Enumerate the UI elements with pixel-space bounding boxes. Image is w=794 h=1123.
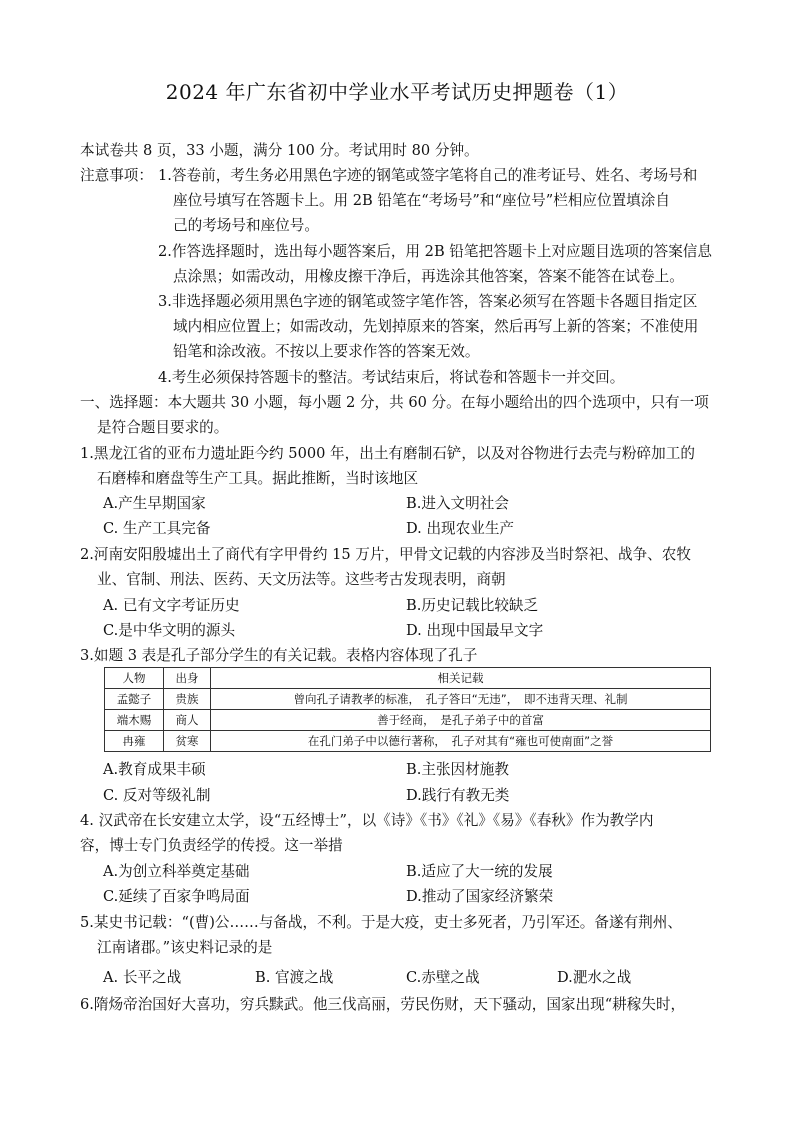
- question-2-option-a: A. 已有文字考证历史: [103, 597, 240, 614]
- question-2-option-c: C.是中华文明的源头: [103, 622, 236, 639]
- question-4-option-a: A.为创立科举奠定基础: [103, 863, 250, 880]
- question-4-option-d: D.推动了国家经济繁荣: [406, 888, 554, 905]
- table-row: [105, 731, 711, 752]
- notice-line: 点涂黑；如需改动，用橡皮擦干净后，再选涂其他答案，答案不能答在试卷上。: [173, 268, 684, 285]
- notice-label: 注意事项：: [80, 167, 153, 184]
- notice-line: 域内相应位置上；如需改动，先划掉原来的答案，然后再写上新的答案；不准使用: [173, 318, 699, 335]
- question-3-option-b: B.主张因材施教: [406, 761, 509, 778]
- table-cell: 冉雍: [105, 731, 164, 752]
- notice-line: 铅笔和涂改液。不按以上要求作答的答案无效。: [173, 343, 480, 360]
- question-1-option-d: D. 出现农业生产: [406, 520, 515, 537]
- table-cell: 端木赐: [105, 710, 164, 731]
- question-4-stem: 4. 汉武帝在长安建立太学，设“五经博士”，以《诗》《书》《礼》《易》《春秋》作为教学内: [80, 812, 654, 829]
- notice-line: 4.考生必须保持答题卡的整洁。考试结束后，将试卷和答题卡一并交回。: [158, 369, 625, 386]
- notice-line: 2.作答选择题时，选出每小题答案后，用 2B 铅笔把答题卡上对应题目选项的答案信息: [158, 243, 712, 260]
- question-5-option-a: A. 长平之战: [103, 969, 182, 986]
- notice-line: 3.非选择题必须用黑色字迹的钢笔或签字笔作答，答案必须写在答题卡各题目指定区: [158, 293, 698, 310]
- question-2-stem: 业、官制、刑法、医药、天文历法等。这些考古发现表明，商朝: [97, 571, 506, 588]
- table-header-row: [105, 668, 711, 689]
- table-header-cell: 人物: [105, 668, 164, 689]
- question-4-option-b: B.适应了大一统的发展: [406, 863, 553, 880]
- question-4-option-c: C.延续了百家争鸣局面: [103, 888, 250, 905]
- table-row: [105, 710, 711, 731]
- table-cell: 善于经商， 是孔子弟子中的首富: [211, 710, 711, 731]
- table-cell: 贵族: [164, 689, 211, 710]
- table-cell: 商人: [164, 710, 211, 731]
- table-row: [105, 689, 711, 710]
- question-6-stem: 6.隋炀帝治国好大喜功，穷兵黩武。他三伐高丽，劳民伤财，天下骚动，国家出现“耕稼失时，: [80, 996, 686, 1013]
- question-2-option-d: D. 出现中国最早文字: [406, 622, 544, 639]
- question-2-stem: 2.河南安阳殷墟出土了商代有字甲骨约 15 万片，甲骨文记载的内容涉及当时祭祀、战争、农牧: [80, 546, 691, 563]
- question-3-table: [104, 667, 711, 752]
- question-5-option-c: C.赤壁之战: [406, 969, 480, 986]
- question-5-option-b: B. 官渡之战: [255, 969, 334, 986]
- section-heading: 一、选择题：本大题共 30 小题，每小题 2 分，共 60 分。在每小题给出的四个选项中，只有一项: [80, 394, 709, 411]
- notice-line: 己的考场号和座位号。: [173, 217, 319, 234]
- question-5-stem: 5.某史书记载：“(曹)公……与备战，不利。于是大疫，吏士多死者，乃引军还。备遂有荆州、: [80, 914, 682, 931]
- question-5-option-d: D.淝水之战: [557, 969, 632, 986]
- table-cell: 在孔门弟子中以德行著称， 孔子对其有“雍也可使南面”之誉: [211, 731, 711, 752]
- question-3-option-a: A.教育成果丰硕: [103, 761, 206, 778]
- notice-line: 座位号填写在答题卡上。用 2B 铅笔在“考场号”和“座位号”栏相应位置填涂自: [173, 192, 670, 209]
- table-cell: 贫寒: [164, 731, 211, 752]
- question-1-stem: 石磨棒和磨盘等生产工具。据此推断，当时该地区: [97, 470, 419, 487]
- page-title: 2024 年广东省初中学业水平考试历史押题卷（1）: [165, 80, 629, 104]
- question-1-stem: 1.黑龙江省的亚布力遗址距今约 5000 年，出土有磨制石铲，以及对谷物进行去壳与粉碎加工的: [80, 445, 695, 462]
- notice-line: 1.答卷前，考生务必用黑色字迹的钢笔或签字笔将自己的准考证号、姓名、考场号和: [158, 167, 698, 184]
- table-cell: 孟懿子: [105, 689, 164, 710]
- question-1-option-c: C. 生产工具完备: [103, 520, 211, 537]
- question-2-option-b: B.历史记载比较缺乏: [406, 597, 539, 614]
- question-1-option-b: B.进入文明社会: [406, 495, 509, 512]
- question-3-stem: 3.如题 3 表是孔子部分学生的有关记载。表格内容体现了孔子: [80, 647, 478, 664]
- section-heading-cont: 是符合题目要求的。: [97, 419, 229, 436]
- question-3-option-d: D.践行有教无类: [406, 787, 510, 804]
- exam-intro: 本试卷共 8 页，33 小题，满分 100 分。考试用时 80 分钟。: [80, 142, 479, 159]
- question-3-option-c: C. 反对等级礼制: [103, 787, 211, 804]
- question-5-stem: 江南诸郡。”该史料记录的是: [97, 939, 273, 956]
- table-header-cell: 出身: [164, 668, 211, 689]
- table-header-cell: 相关记载: [211, 668, 711, 689]
- table-cell: 曾向孔子请教孝的标准， 孔子答曰“无违”， 即不违背天理、礼制: [211, 689, 711, 710]
- question-1-option-a: A.产生早期国家: [103, 495, 206, 512]
- question-4-stem: 容，博士专门负责经学的传授。这一举措: [80, 837, 343, 854]
